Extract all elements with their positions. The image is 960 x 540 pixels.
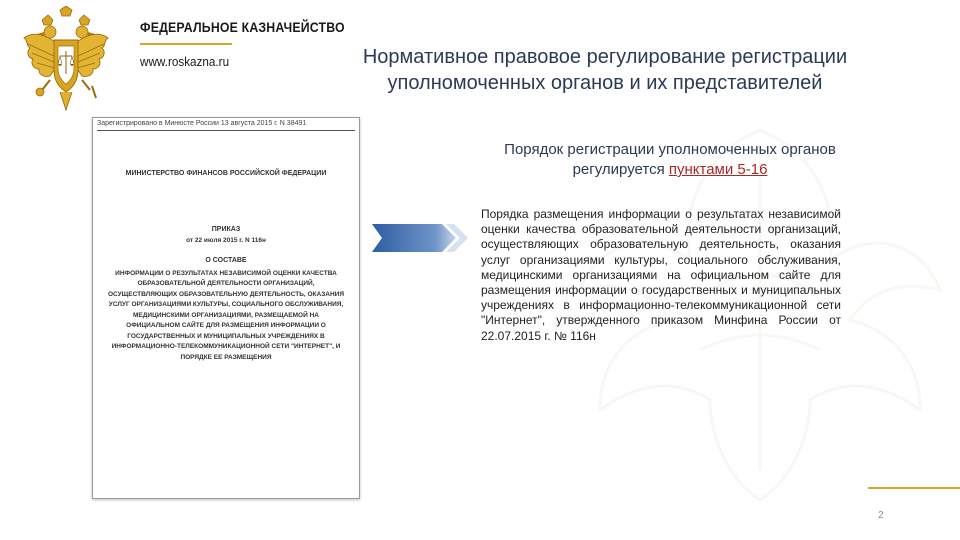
page-number: 2 <box>878 510 884 521</box>
lead-text: Порядок регистрации уполномоченных органов регулируется <box>504 141 836 178</box>
right-arrow-icon <box>372 220 468 256</box>
document-order-type: ПРИКАЗ <box>211 226 241 233</box>
document-divider <box>97 130 355 131</box>
double-headed-eagle-emblem-icon <box>20 6 112 118</box>
footer-divider <box>868 487 960 489</box>
body-text: Порядка размещения информации о результатах независимой оценки качества образовательной деятельности организаций, осуществляющих образовательную деятельность, оказания услуг организациями культуры, социального обслуживания, медицинскими организациями на официальном сайте для размещения информации о государственных и муниципальных учреждениях в информационно-телекоммуникационной сети "Интернет", утвержденного приказом Минфина России от 22.07.2015 г. № 116н <box>481 207 841 343</box>
slide-title: Нормативное правовое регулирование регистрации уполномоченных органов и их представителей <box>362 46 848 94</box>
org-divider <box>140 43 232 45</box>
document-subject-title: О СОСТАВЕ <box>205 257 247 264</box>
org-name: ФЕДЕРАЛЬНОЕ КАЗНАЧЕЙСТВО <box>140 19 345 35</box>
document-subject-block <box>107 256 345 363</box>
document-order-date: от 22 июля 2015 г. N 116н <box>186 237 266 244</box>
document-subject: ИНФОРМАЦИИ О РЕЗУЛЬТАТАХ НЕЗАВИСИМОЙ ОЦЕНКИ КАЧЕСТВА ОБРАЗОВАТЕЛЬНОЙ ДЕЯТЕЛЬНОСТИ ОРГАНИЗАЦИЙ, ОСУЩЕСТВЛЯЮЩИХ ОБРАЗОВАТЕЛЬНУЮ ДЕЯТЕЛЬНОСТЬ, ОКАЗАНИЯ УСЛУГ ОРГАНИЗАЦИЯМИ КУЛЬТУРЫ, СОЦИАЛЬНОГО ОБСЛУЖИВАНИЯ, МЕДИЦИНСКИМИ ОРГАНИЗАЦИЯМИ, РАЗМЕЩАЕМОЙ НА ОФИЦИАЛЬНОМ САЙТЕ ДЛЯ РАЗМЕЩЕНИЯ ИНФОРМАЦИИ О ГОСУДАРСТВЕННЫХ И МУНИЦИПАЛЬНЫХ УЧРЕЖДЕНИЯХ В ИНФОРМАЦИОННО-ТЕЛЕКОММУНИКАЦИОННОЙ СЕТИ "ИНТЕРНЕТ", И ПОРЯДКЕ ЕЕ РАЗМЕЩЕНИЯ <box>107 269 345 361</box>
order-document-thumbnail <box>92 117 360 499</box>
points-5-16-link[interactable]: пунктами 5-16 <box>668 161 768 178</box>
document-registration: Зарегистрировано в Минюсте России 13 августа 2015 г. N 38491 <box>97 120 307 127</box>
lead-text-block <box>470 140 870 180</box>
org-website: www.roskazna.ru <box>140 54 230 69</box>
document-ministry: МИНИСТЕРСТВО ФИНАНСОВ РОССИЙСКОЙ ФЕДЕРАЦИИ <box>125 170 327 177</box>
